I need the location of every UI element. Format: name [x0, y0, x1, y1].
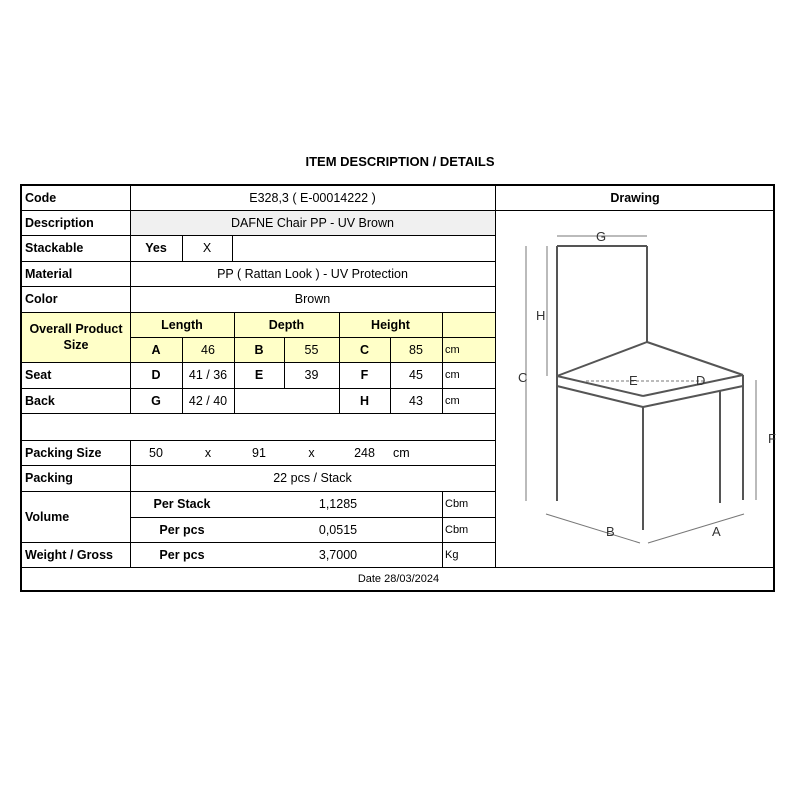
- drawing-label-g: G: [596, 229, 607, 244]
- packing-size-v1: 50: [149, 445, 163, 460]
- volume-per-stack-label: Per Stack: [153, 497, 211, 511]
- drawing-header: Drawing: [610, 191, 660, 205]
- a-value: 46: [201, 342, 215, 357]
- material-label: Material: [25, 266, 73, 281]
- e-value: 39: [304, 368, 319, 382]
- f-value: 45: [409, 368, 423, 382]
- description-value: DAFNE Chair PP - UV Brown: [230, 215, 394, 230]
- drawing-label-b: B: [606, 524, 615, 539]
- g-letter: G: [151, 393, 161, 408]
- size-unit: cm: [445, 343, 460, 356]
- description-label: Description: [25, 215, 94, 230]
- date-footer: Date 28/03/2024: [357, 572, 440, 585]
- page-title: ITEM DESCRIPTION / DETAILS: [305, 154, 495, 169]
- color-value: Brown: [294, 292, 331, 306]
- color-label: Color: [25, 292, 58, 306]
- length-header: Length: [161, 317, 203, 332]
- seat-label: Seat: [25, 368, 52, 382]
- back-unit: cm: [445, 394, 460, 407]
- drawing-label-a: A: [712, 524, 721, 539]
- overall-size-label: Overall Product Size: [29, 322, 123, 352]
- depth-header: Depth: [268, 317, 305, 332]
- a-letter: A: [151, 342, 161, 357]
- volume-label: Volume: [25, 509, 70, 524]
- code-label: Code: [25, 191, 57, 205]
- stackable-label: Stackable: [25, 241, 84, 255]
- code-value: E328,3 ( E-00014222 ): [249, 191, 376, 205]
- seat-unit: cm: [445, 369, 460, 381]
- c-value: 85: [409, 342, 423, 357]
- f-letter: F: [360, 368, 369, 382]
- material-value: PP ( Rattan Look ) - UV Protection: [217, 266, 408, 281]
- volume-per-pcs-value: 0,0515: [318, 522, 358, 537]
- back-label: Back: [25, 393, 55, 408]
- h-letter: H: [359, 393, 370, 408]
- volume-per-stack-value: 1,1285: [318, 497, 358, 511]
- height-header: Height: [371, 317, 410, 332]
- packing-size-v2: 91: [252, 445, 266, 460]
- packing-size-x2: x: [308, 445, 315, 460]
- volume-per-stack-unit: Cbm: [445, 498, 469, 510]
- e-letter: E: [254, 368, 264, 382]
- h-value: 43: [409, 393, 423, 408]
- chair-drawing: [496, 210, 775, 567]
- weight-value: 3,7000: [318, 547, 358, 562]
- packing-size-unit: cm: [393, 445, 410, 460]
- weight-unit: Kg: [445, 548, 459, 561]
- weight-per-pcs-label: Per pcs: [159, 547, 205, 562]
- b-letter: B: [254, 342, 264, 357]
- drawing-label-e: E: [629, 373, 638, 388]
- weight-label: Weight / Gross: [25, 547, 113, 562]
- item-details-table: [20, 184, 775, 592]
- packing-size-x1: x: [204, 445, 212, 460]
- drawing-label-d: D: [696, 373, 706, 388]
- d-letter: D: [151, 368, 161, 382]
- drawing-label-c: C: [518, 370, 528, 385]
- packing-label: Packing: [25, 471, 73, 485]
- packing-value: 22 pcs / Stack: [273, 471, 352, 485]
- drawing-label-f: F: [768, 431, 776, 446]
- c-letter: C: [359, 342, 370, 357]
- stackable-mark: X: [202, 241, 212, 255]
- volume-per-pcs-label: Per pcs: [159, 522, 205, 537]
- drawing-label-h: H: [536, 308, 546, 323]
- b-value: 55: [304, 342, 319, 357]
- packing-size-v3: 248: [354, 445, 375, 460]
- volume-per-pcs-unit: Cbm: [445, 523, 469, 536]
- packing-size-label: Packing Size: [25, 445, 102, 460]
- g-value: 42 / 40: [188, 393, 228, 408]
- stackable-yes: Yes: [145, 241, 167, 255]
- d-value: 41 / 36: [188, 368, 228, 382]
